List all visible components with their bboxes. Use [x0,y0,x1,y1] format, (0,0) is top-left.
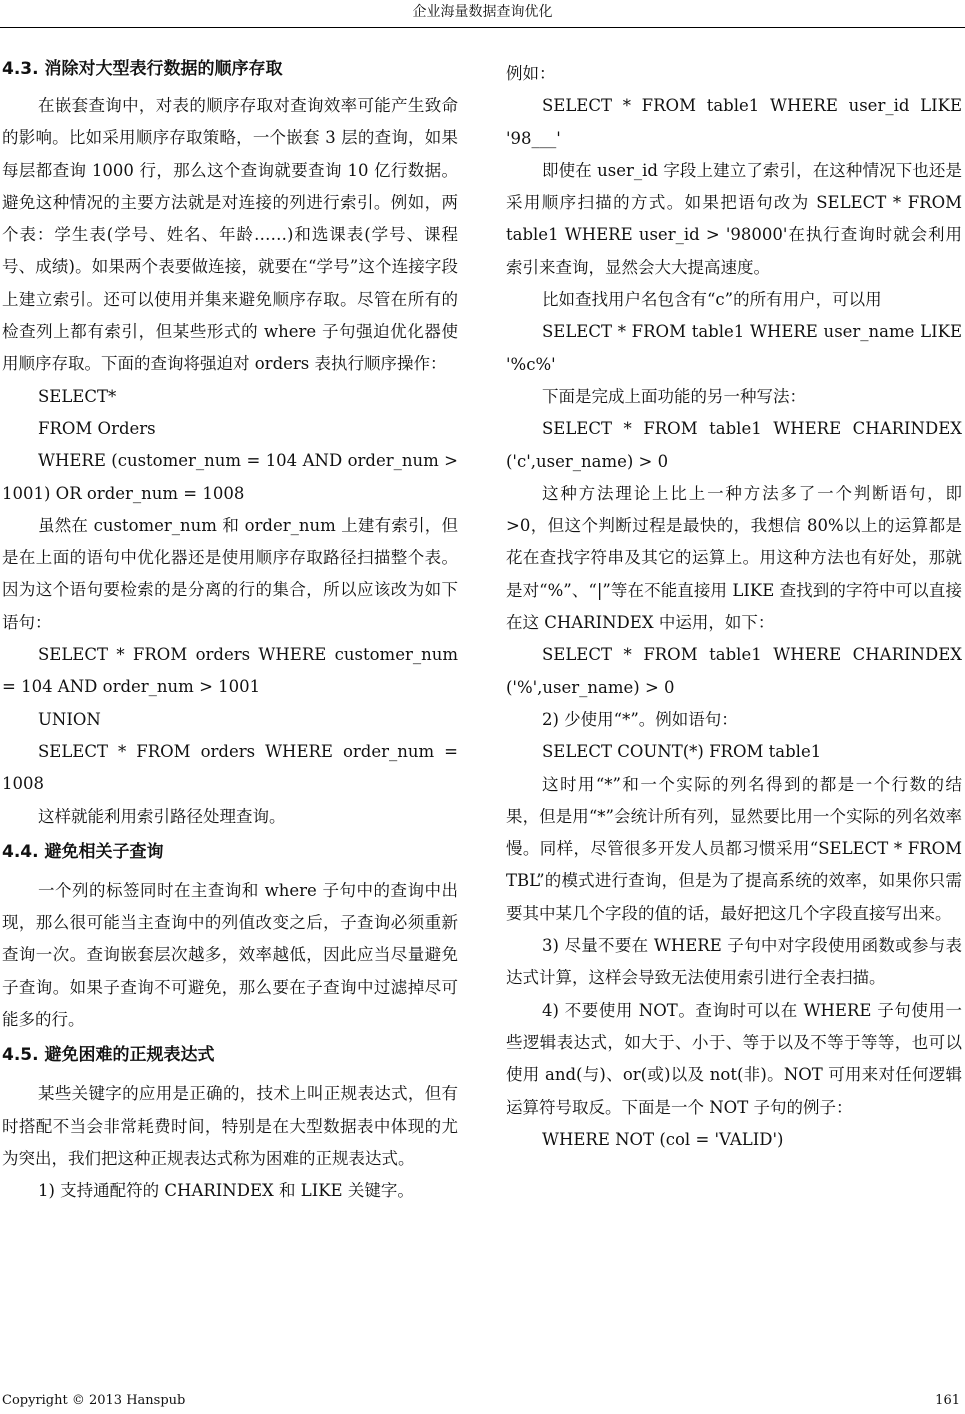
paragraph: 一个列的标签同时在主查询和 where 子句中的查询中出现，那么很可能当主查询中的列值改变之后，子查询必须重新查询一次。查询嵌套层次越多，效率越低，因此应当尽量避免子查询。如果子查询不可避免，那么要在子查询中过滤掉尽可能多的行。 [2,880,458,1030]
list-item: 3) 尽量不要在 WHERE 子句中对字段使用函数或参与表达式计算，这样会导致无法使用索引进行全表扫描。 [506,936,962,988]
paragraph: 下面是完成上面功能的另一种写法： [542,386,806,406]
code-line: UNION [38,709,101,729]
section-heading-4-5: 4.5. 避免困难的正规表达式 [2,1045,215,1066]
header-rule [0,27,965,28]
section-heading-4-4: 4.4. 避免相关子查询 [2,841,164,862]
code-line: SELECT * FROM table1 WHERE user_id LIKE '98___' [506,96,962,148]
paragraph: 虽然在 customer_num 和 order_num 上建有索引，但是在上面的语句中优化器还是使用顺序存取路径扫描整个表。因为这个语句要检索的是分离的行的集合，所以应该改为如下语句： [2,515,458,632]
left-column [2,58,458,1208]
code-line: SELECT * FROM orders WHERE order_num = 1008 [2,741,458,794]
paragraph: 在嵌套查询中，对表的顺序存取对查询效率可能产生致命的影响。比如采用顺序存取策略，一个嵌套 3 层的查询，如果每层都查询 1000 行，那么这个查询就要查询 10 亿行数据。避免这种情况的主要方法就是对连接的列进行索引。例如，两个表：学生表(学号、姓名、年龄……)和选课表(学号、课程号、成绩)。如果两个表要做连接，就要在“学号”这个连接字段上建立索引。还可以使用并集来避免顺序存取。尽管在所有的检查列上都有索引，但某些形式的 where 子句强迫优化器使用顺序存取。下面的查询将强迫对 orders 表执行顺序操作： [2,96,458,374]
list-item: 4) 不要使用 NOT。查询时可以在 WHERE 子句使用一些逻辑表达式，如大于、小于、等于以及不等于等等，也可以使用 and(与)、or(或)以及 not(非)。NOT 可用来对任何逻辑运算符号取反。下面是一个 NOT 子句的例子： [506,1000,962,1117]
right-column [506,58,962,1156]
copyright-notice: Copyright © 2013 Hanspub [2,1393,186,1408]
code-line: SELECT * FROM table1 WHERE user_name LIKE '%c%' [506,322,962,374]
paragraph: 比如查找用户名包含有“c”的所有用户，可以用 [542,290,882,310]
code-line: SELECT * FROM table1 WHERE CHARINDEX ('c',user_name) > 0 [506,419,962,471]
paragraph: 例如： [506,64,556,83]
running-header: 企业海量数据查询优化 [412,4,553,20]
paragraph: 这时用“*”和一个实际的列名得到的都是一个行数的结果，但是用“*”会统计所有列，显然要比用一个实际的列名效率慢。同样，尽管很多开发人员都习惯采用“SELECT * FROM TBL”的模式进行查询，但是为了提高系统的效率，如果你只需要其中某几个字段的值的话，最好把这几个字段直接写出来。 [506,774,962,923]
code-line: WHERE (customer_num = 104 AND order_num > 1001) OR order_num = 1008 [2,451,458,503]
paragraph: 某些关键字的应用是正确的，技术上叫正规表达式，但有时搭配不当会非常耗费时间，特别是在大型数据表中体现的尤为突出，我们把这种正规表达式称为困难的正规表达式。 [2,1084,458,1168]
page-number: 161 [935,1393,960,1408]
list-item: 1) 支持通配符的 CHARINDEX 和 LIKE 关键字。 [38,1181,414,1201]
paragraph: 这种方法理论上比上一种方法多了一个判断语句，即>0，但这个判断过程是最快的，我想信 80%以上的运算都是花在查找字符串及其它的运算上。用这种方法也有好处，那就是对“%”、“|”等在不能直接用 LIKE 查找到的字符中可以直接在这 CHARINDEX 中运用，如下： [506,483,962,633]
code-line: WHERE NOT (col = 'VALID') [542,1129,784,1149]
code-line: SELECT * FROM table1 WHERE CHARINDEX ('%',user_name) > 0 [506,645,962,697]
code-line: SELECT * FROM orders WHERE customer_num = 104 AND order_num > 1001 [2,645,458,697]
code-line: SELECT COUNT(*) FROM table1 [542,742,822,762]
code-line: SELECT* [38,386,117,406]
list-item: 2) 少使用“*”。例如语句： [542,709,738,729]
paragraph: 这样就能利用索引路径处理查询。 [38,806,286,826]
section-heading-4-3: 4.3. 消除对大型表行数据的顺序存取 [2,59,283,79]
paragraph: 即使在 user_id 字段上建立了索引，在这种情况下也还是采用顺序扫描的方式。如果把语句改为 SELECT * FROM table1 WHERE user_id > '98000'在执行查询时就会利用索引来查询，显然会大大提高速度。 [506,160,962,277]
code-line: FROM Orders [38,418,156,438]
